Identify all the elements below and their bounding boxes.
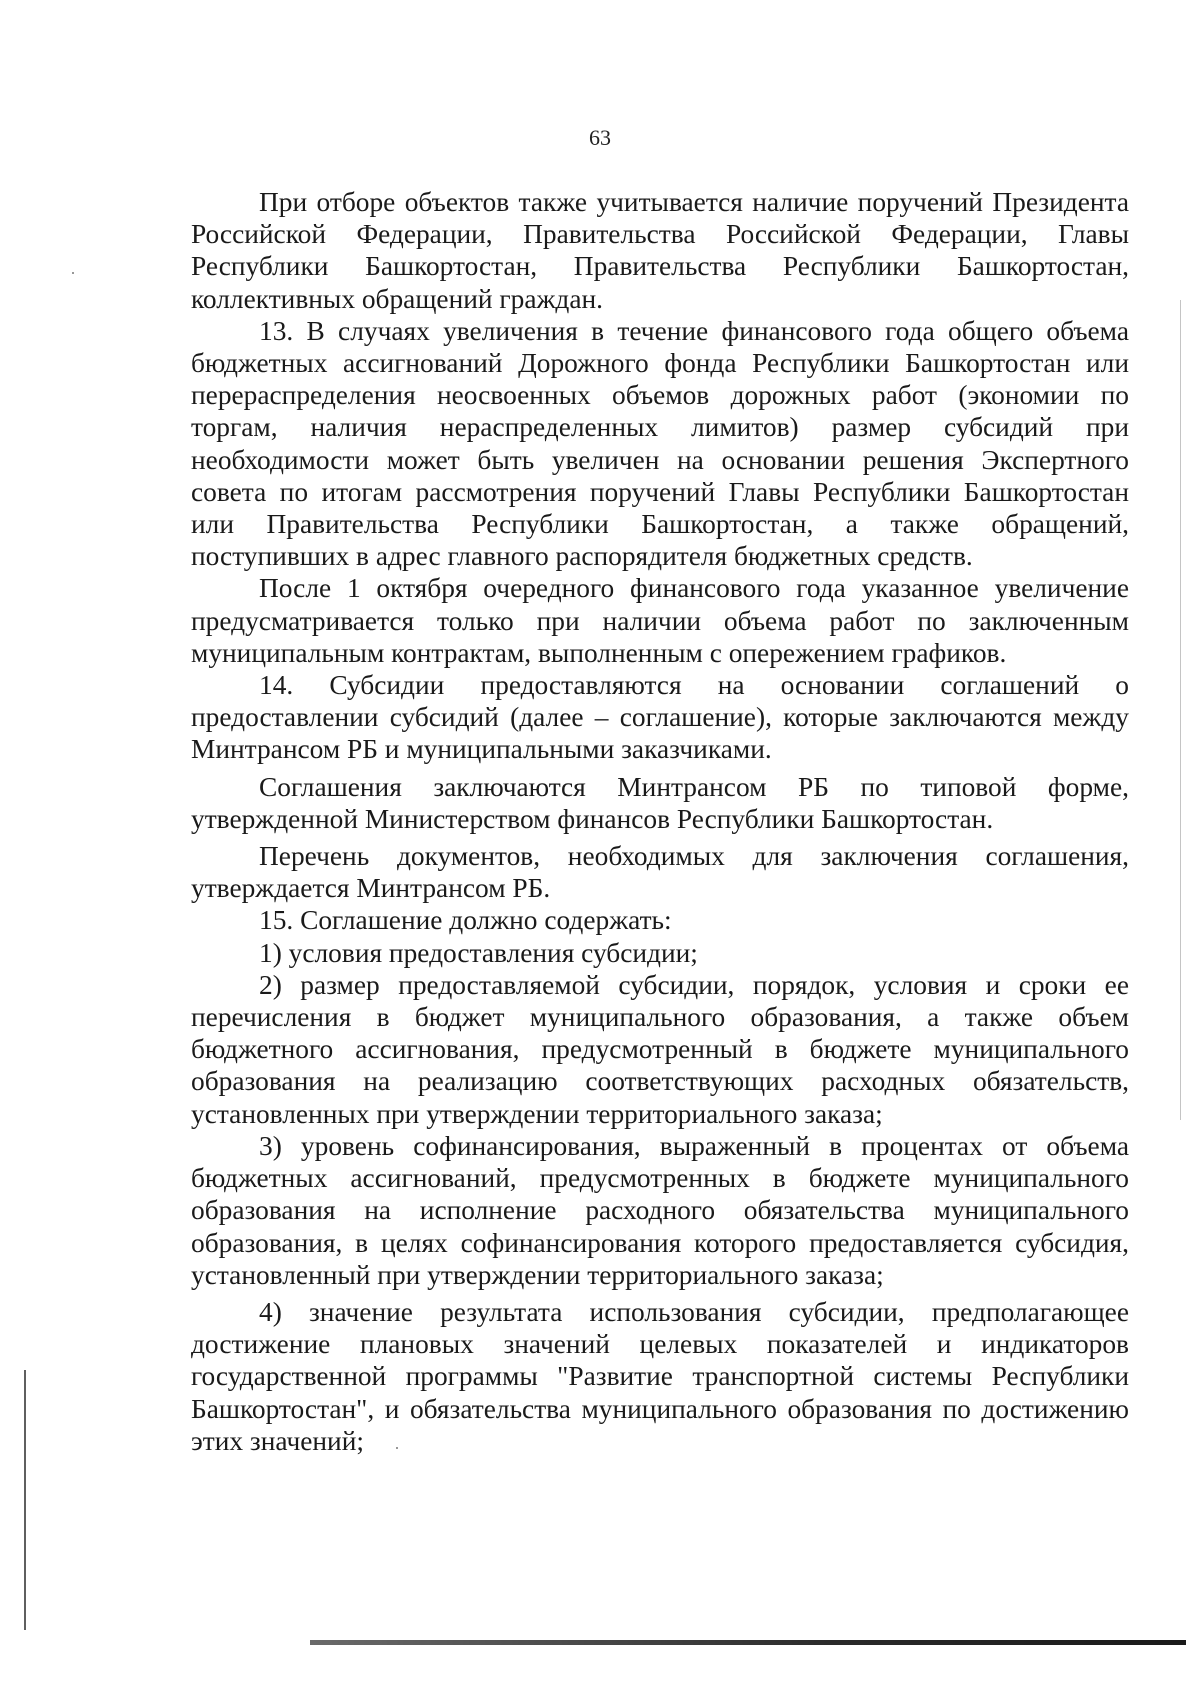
scan-edge-line-right (1180, 300, 1181, 1120)
document-body (191, 186, 1129, 1457)
list-item-2: 2) размер предоставляемой субсидии, порядок, условия и сроки ее перечисления в бюджет муниципального образования, а также объем бюджетного ассигнования, предусмотренный в бюджете муниципального образования на реализацию соответствующих расходных обязательств, установленных при утверждении территориального заказа; (191, 969, 1129, 1129)
list-item-4: 4) значение результата использования субсидии, предполагающее достижение плановых значений целевых показателей и индикаторов государственной программы "Развитие транспортной системы Республики Башкортостан", и обязательства муниципального образования по достижению этих значений; (191, 1296, 1129, 1456)
page-number: 63 (589, 125, 611, 150)
paragraph-agreement-form: Соглашения заключаются Минтрансом РБ по типовой форме, утвержденной Министерством финансов Республики Башкортостан. (191, 771, 1129, 834)
scan-edge-line-bottom (310, 1640, 1186, 1645)
list-item-3: 3) уровень софинансирования, выраженный в процентах от объема бюджетных ассигнований, предусмотренных в бюджете муниципального образования на исполнение расходного обязательства муниципального образования, в целях софинансирования которого предоставляется субсидия, установленный при утверждении территориального заказа; (191, 1130, 1129, 1290)
scan-speck (396, 1447, 398, 1449)
paragraph-clause-14: 14. Субсидии предоставляются на основании соглашений о предоставлении субсидий (далее – соглашение), которые заключаются между Минтрансом РБ и муниципальными заказчиками. (191, 670, 1129, 765)
paragraph-clause-15: 15. Соглашение должно содержать: (259, 905, 672, 936)
paragraph-after-october: После 1 октября очередного финансового года указанное увеличение предусматривается только при наличии объема работ по заключенным муниципальным контрактам, выполненным с опережением графиков. (191, 573, 1129, 668)
scan-edge-line-left (24, 1370, 26, 1630)
paragraph-selection-criteria: При отборе объектов также учитывается наличие поручений Президента Российской Федерации, Правительства Российской Федерации, Главы Республики Башкортостан, Правительства Республики Башкортостан, коллективных обращений граждан. (191, 187, 1129, 314)
list-item-1: 1) условия предоставления субсидии; (259, 937, 698, 968)
paragraph-clause-13: 13. В случаях увеличения в течение финансового года общего объема бюджетных ассигнований Дорожного фонда Республики Башкортостан или перераспределения неосвоенных объемов дорожных работ (экономии по торгам, наличия нераспределенных лимитов) размер субсидий при необходимости может быть увеличен на основании решения Экспертного совета по итогам рассмотрения поручений Главы Республики Башкортостан или Правительства Республики Башкортостан, а также обращений, поступивших в адрес главного распорядителя бюджетных средств. (191, 315, 1129, 572)
paragraph-document-list: Перечень документов, необходимых для заключения соглашения, утверждается Минтрансом РБ. (191, 841, 1129, 904)
scan-speck (72, 272, 74, 274)
